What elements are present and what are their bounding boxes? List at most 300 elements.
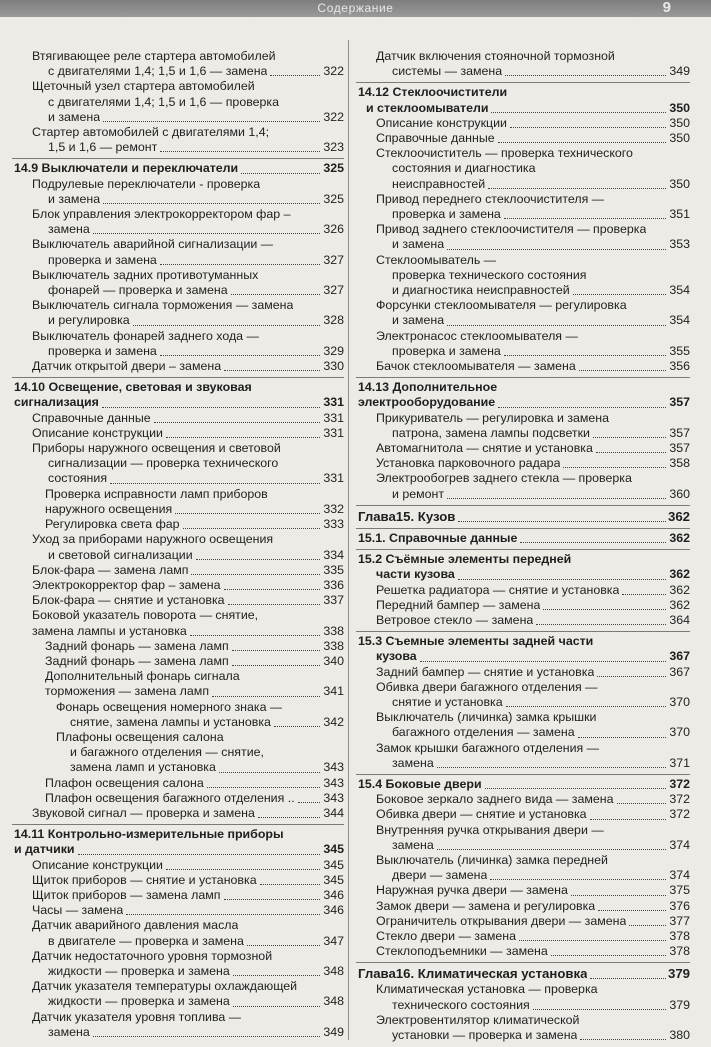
toc-entry[interactable]	[12, 791, 344, 806]
toc-page-number: 357	[669, 441, 690, 456]
toc-line	[356, 283, 690, 298]
toc-entry[interactable]	[356, 929, 690, 944]
toc-section[interactable]	[12, 161, 344, 176]
toc-entry[interactable]	[356, 914, 690, 929]
dot-leader	[573, 294, 666, 295]
toc-line-text: Внутренняя ручка открывания двери —	[376, 822, 604, 837]
toc-line	[356, 192, 690, 207]
toc-line-text: Электрокорректор фар – замена	[32, 577, 221, 592]
dot-leader	[629, 925, 666, 926]
toc-line-text: Электровентилятор климатической	[376, 1012, 580, 1027]
toc-line	[356, 1013, 690, 1028]
toc-section[interactable]	[12, 380, 344, 410]
toc-line-text: Датчик открытой двери – замена	[32, 359, 222, 374]
toc-entry[interactable]	[356, 741, 690, 771]
toc-section[interactable]	[12, 827, 344, 857]
toc-line	[356, 487, 690, 502]
toc-line-text: Форсунки стеклоомывателя — регулировка	[376, 298, 627, 313]
toc-entry[interactable]	[356, 680, 690, 710]
dot-leader	[196, 559, 320, 560]
toc-page-number: 340	[323, 653, 344, 668]
toc-line	[356, 695, 690, 710]
toc-page-number: 347	[323, 933, 344, 948]
dot-leader	[578, 737, 666, 738]
toc-entry[interactable]	[12, 487, 344, 517]
dot-leader	[241, 173, 320, 174]
toc-line-text: и стеклоомыватели	[366, 100, 489, 115]
toc-line-text: Наружная ручка двери — замена	[376, 883, 568, 898]
toc-line-text: фонарей — проверка и замена	[48, 283, 228, 298]
toc-line-text: и замена	[48, 191, 101, 206]
toc-entry[interactable]	[12, 411, 344, 426]
toc-line-text: Боковой указатель поворота — снятие,	[32, 608, 259, 623]
toc-chapter[interactable]	[356, 508, 690, 525]
toc-line-text: Приборы наружного освещения и световой	[32, 441, 281, 456]
dot-leader	[233, 1006, 320, 1007]
toc-line-text: 14.13 Дополнительное	[358, 380, 498, 395]
toc-page-number: 349	[323, 1024, 344, 1039]
dot-leader	[228, 604, 320, 605]
dot-leader	[596, 452, 666, 453]
toc-entry[interactable]	[12, 888, 344, 903]
toc-line	[12, 964, 344, 979]
toc-line-text: Щеточный узел стартера автомобилей	[32, 79, 255, 94]
toc-chapter[interactable]	[356, 965, 690, 982]
toc-entry[interactable]	[12, 669, 344, 699]
toc-line-text: Датчик включения стояночной тормозной	[376, 49, 615, 63]
toc-line-text: и замена	[48, 109, 101, 124]
toc-entry[interactable]	[12, 806, 344, 821]
toc-page-number: 333	[323, 517, 344, 532]
toc-line-text: Втягивающее реле стартера автомобилей	[32, 49, 276, 63]
dot-leader	[219, 772, 320, 773]
toc-page-number: 362	[669, 582, 690, 597]
toc-line	[356, 64, 690, 79]
toc-line	[12, 161, 344, 176]
toc-section[interactable]	[356, 552, 690, 582]
toc-line	[12, 1025, 344, 1040]
left-toc-column	[12, 49, 344, 1040]
toc-line	[356, 222, 690, 237]
toc-entry[interactable]	[12, 700, 344, 730]
toc-line	[12, 64, 344, 79]
toc-line-text: Глава16. Климатическая установка	[358, 966, 588, 982]
toc-entry[interactable]	[356, 222, 690, 252]
toc-line	[356, 49, 690, 64]
toc-line-text: 14.9 Выключатели и переключатели	[14, 161, 239, 176]
toc-line-text: Стеклоподъемники — замена	[376, 944, 548, 959]
toc-entry[interactable]	[356, 329, 690, 359]
toc-line	[12, 441, 344, 456]
toc-page-number: 331	[323, 471, 344, 486]
toc-entry[interactable]	[12, 949, 344, 979]
toc-line	[356, 380, 690, 395]
dot-leader	[580, 1039, 666, 1040]
toc-page-number: 329	[323, 343, 344, 358]
toc-page-number: 357	[669, 425, 690, 440]
toc-line	[12, 715, 344, 730]
toc-line	[12, 329, 344, 344]
toc-line-text: Электрообогрев заднего стекла — проверка	[376, 471, 632, 486]
dot-leader	[488, 188, 666, 189]
toc-line	[12, 639, 344, 654]
toc-entry[interactable]	[12, 608, 344, 638]
dot-leader	[622, 594, 666, 595]
toc-page-number: 360	[669, 486, 690, 501]
dot-leader	[506, 706, 666, 707]
toc-line	[12, 471, 344, 486]
toc-line-text: Передний бампер — замена	[376, 597, 541, 612]
toc-line	[356, 395, 690, 410]
toc-line-text: кузова	[376, 649, 417, 664]
toc-page-number: 341	[323, 684, 344, 699]
toc-entry[interactable]	[356, 944, 690, 959]
dot-leader	[93, 1036, 320, 1037]
toc-line	[356, 823, 690, 838]
dot-leader	[260, 884, 320, 885]
toc-line-text: с двигателями 1,4; 1,5 и 1,6 — проверка	[48, 94, 280, 109]
toc-entry[interactable]	[12, 125, 344, 155]
toc-line	[12, 745, 344, 760]
toc-line-text: Электронасос стеклоомывателя —	[376, 328, 578, 343]
toc-line-text: Задний бампер — снятие и установка	[376, 664, 595, 679]
toc-page-number: 374	[669, 868, 690, 883]
toc-page-number: 346	[323, 887, 344, 902]
toc-entry[interactable]	[356, 982, 690, 1012]
toc-page-number: 357	[669, 395, 690, 410]
toc-entry[interactable]	[12, 207, 344, 237]
toc-entry[interactable]	[356, 583, 690, 598]
toc-entry[interactable]	[356, 665, 690, 680]
toc-line-text: Щиток приборов — замена ламп	[32, 887, 221, 902]
toc-entry[interactable]	[356, 411, 690, 441]
toc-line-text: Датчик указателя уровня топлива —	[32, 1009, 242, 1024]
toc-entry[interactable]	[12, 873, 344, 888]
toc-line	[356, 868, 690, 883]
toc-line-text: 15.1. Справочные данные	[358, 530, 518, 545]
toc-line	[12, 426, 344, 441]
toc-line	[356, 329, 690, 344]
toc-entry[interactable]	[356, 613, 690, 628]
toc-line	[356, 456, 690, 471]
toc-line-text: Выключатель задних противотуманных	[32, 267, 259, 282]
toc-line-text: Обивка двери — снятие и установка	[376, 807, 587, 822]
toc-entry[interactable]	[356, 899, 690, 914]
toc-line-text: Датчик недостаточного уровня тормозной	[32, 948, 273, 963]
toc-page-number: 374	[669, 837, 690, 852]
toc-entry[interactable]	[12, 441, 344, 487]
toc-entry[interactable]	[12, 578, 344, 593]
toc-line	[356, 649, 690, 664]
toc-line	[12, 669, 344, 684]
toc-line	[12, 918, 344, 933]
toc-entry[interactable]	[12, 776, 344, 791]
dot-leader	[274, 726, 320, 727]
toc-entry[interactable]	[12, 654, 344, 669]
toc-entry[interactable]	[356, 456, 690, 471]
section-divider	[356, 631, 690, 632]
toc-line	[356, 359, 690, 374]
toc-line	[12, 888, 344, 903]
dot-leader	[447, 498, 666, 499]
toc-line-text: Прикуриватель — регулировка и замена	[376, 410, 610, 425]
toc-line	[12, 842, 344, 857]
toc-page-number: 343	[323, 790, 344, 805]
toc-line-text: проверка технического состояния	[392, 267, 587, 282]
toc-line	[12, 700, 344, 715]
dot-leader	[458, 521, 666, 522]
toc-line	[12, 95, 344, 110]
toc-page-number: 380	[669, 1027, 690, 1042]
toc-page-number: 322	[323, 109, 344, 124]
toc-page-number: 334	[323, 547, 344, 562]
toc-page-number: 356	[669, 359, 690, 374]
toc-line	[12, 110, 344, 125]
toc-line-text: Плафоны освещения салона	[56, 729, 224, 744]
toc-line	[356, 177, 690, 192]
toc-line	[356, 807, 690, 822]
toc-page-number: 325	[323, 161, 344, 176]
toc-line-text: наружного освещения	[45, 501, 173, 516]
toc-line	[12, 380, 344, 395]
toc-page-number: 343	[323, 775, 344, 790]
dot-leader	[133, 325, 320, 326]
toc-line-text: Часы — замена	[32, 903, 124, 918]
toc-entry[interactable]	[12, 298, 344, 328]
toc-line	[356, 426, 690, 441]
dot-leader	[93, 233, 320, 234]
toc-line-text: системы — замена	[392, 64, 503, 79]
toc-line-text: Справочные данные	[32, 410, 151, 425]
toc-page-number: 343	[323, 760, 344, 775]
toc-page-number: 379	[669, 997, 690, 1012]
toc-line	[12, 532, 344, 547]
toc-line	[356, 411, 690, 426]
toc-line-text: неисправностей	[392, 176, 486, 191]
toc-line	[12, 791, 344, 806]
toc-line-text: Автомагнитола — снятие и установка	[376, 441, 593, 456]
toc-line-text: Обивка двери багажного отделения —	[376, 679, 598, 694]
toc-line	[12, 49, 344, 64]
toc-line	[12, 578, 344, 593]
toc-entry[interactable]	[356, 298, 690, 328]
toc-entry[interactable]	[356, 1013, 690, 1043]
toc-line	[356, 85, 690, 100]
toc-entry[interactable]	[356, 441, 690, 456]
toc-line-text: проверка и замена	[392, 343, 501, 358]
toc-section[interactable]	[356, 531, 690, 546]
toc-entry[interactable]	[356, 853, 690, 883]
dot-leader	[102, 407, 320, 408]
toc-entry[interactable]	[12, 359, 344, 374]
toc-entry[interactable]	[356, 807, 690, 822]
toc-line	[356, 1028, 690, 1043]
toc-entry[interactable]	[12, 237, 344, 267]
toc-page-number: 342	[323, 714, 344, 729]
toc-entry[interactable]	[12, 563, 344, 578]
toc-entry[interactable]	[12, 329, 344, 359]
toc-line-text: Подрулевые переключатели - проверка	[32, 176, 261, 191]
toc-page-number: 376	[669, 898, 690, 913]
toc-entry[interactable]	[12, 1010, 344, 1040]
toc-section[interactable]	[356, 85, 690, 115]
dot-leader	[175, 513, 320, 514]
toc-entry[interactable]	[12, 858, 344, 873]
toc-line-text: 14.12 Стеклоочистители	[358, 85, 508, 100]
toc-line-text: Стеклоочиститель — проверка технического	[376, 146, 633, 161]
toc-entry[interactable]	[12, 593, 344, 608]
toc-line-text: замена	[392, 755, 434, 770]
toc-line-text: технического состояния	[392, 997, 530, 1012]
toc-page-number: 337	[323, 593, 344, 608]
toc-line	[356, 929, 690, 944]
toc-line-text: 14.11 Контрольно-измерительные приборы	[14, 827, 284, 842]
toc-line	[12, 858, 344, 873]
toc-line-text: Боковое зеркало заднего вида — замена	[376, 792, 614, 807]
toc-entry[interactable]	[12, 918, 344, 948]
toc-line	[356, 298, 690, 313]
toc-entry[interactable]	[356, 146, 690, 192]
toc-section[interactable]	[356, 380, 690, 410]
toc-entry[interactable]	[356, 359, 690, 374]
toc-entry[interactable]	[356, 710, 690, 740]
toc-line	[356, 508, 690, 525]
toc-line	[356, 741, 690, 756]
toc-line	[356, 665, 690, 680]
toc-line-text: двери — замена	[392, 868, 488, 883]
toc-line-text: проверка и замена	[392, 207, 501, 222]
toc-entry[interactable]	[356, 253, 690, 299]
toc-line-text: багажного отделения — замена	[392, 725, 575, 740]
toc-line-text: снятие и установка	[392, 694, 503, 709]
toc-line-text: и багажного отделения — снятие,	[70, 745, 264, 760]
toc-line-text: установки — проверка и замена	[392, 1027, 578, 1042]
toc-line-text: замена	[48, 1024, 90, 1039]
toc-line-text: проверка и замена	[48, 252, 157, 267]
dot-leader	[593, 437, 666, 438]
toc-line	[12, 979, 344, 994]
section-divider	[356, 962, 690, 963]
toc-line-text: Замок крышки багажного отделения —	[376, 740, 600, 755]
dot-leader	[103, 121, 320, 122]
toc-entry[interactable]	[356, 192, 690, 222]
toc-line-text: и регулировка	[48, 313, 130, 328]
toc-line-text: Датчик указателя температуры охлаждающей	[32, 979, 298, 994]
dot-leader	[485, 788, 666, 789]
dot-leader	[491, 112, 666, 113]
toc-section[interactable]	[356, 777, 690, 792]
toc-entry[interactable]	[12, 79, 344, 125]
toc-line	[12, 903, 344, 918]
toc-entry[interactable]	[12, 730, 344, 776]
toc-page-number: 367	[669, 649, 690, 664]
toc-line-text: жидкости — проверка и замена	[48, 963, 230, 978]
toc-entry[interactable]	[12, 979, 344, 1009]
toc-line	[356, 344, 690, 359]
toc-page-number: 378	[669, 928, 690, 943]
toc-page-number: 351	[669, 207, 690, 222]
toc-line-text: Решетка радиатора — снятие и установка	[376, 582, 620, 597]
toc-entry[interactable]	[356, 471, 690, 501]
toc-line	[356, 207, 690, 222]
toc-entry[interactable]	[12, 268, 344, 298]
toc-line	[356, 598, 690, 613]
toc-entry[interactable]	[356, 598, 690, 613]
toc-line	[356, 268, 690, 283]
toc-entry[interactable]	[12, 903, 344, 918]
toc-line	[356, 792, 690, 807]
toc-entry[interactable]	[12, 517, 344, 532]
section-divider	[356, 377, 690, 378]
toc-entry[interactable]	[12, 426, 344, 441]
toc-line	[12, 298, 344, 313]
toc-page-number: 323	[323, 140, 344, 155]
toc-page-number: 362	[669, 530, 690, 545]
toc-entry[interactable]	[356, 116, 690, 131]
dot-leader	[126, 914, 320, 915]
toc-entry[interactable]	[356, 49, 690, 79]
toc-line	[12, 827, 344, 842]
toc-page-number: 354	[669, 313, 690, 328]
dot-leader	[536, 624, 666, 625]
toc-entry[interactable]	[12, 532, 344, 562]
toc-line-text: Справочные данные	[376, 131, 495, 146]
toc-page-number: 353	[669, 237, 690, 252]
dot-leader	[183, 528, 320, 529]
header-page-number: 9	[662, 0, 671, 16]
toc-page-number: 326	[323, 222, 344, 237]
toc-line	[356, 853, 690, 868]
toc-entry[interactable]	[12, 177, 344, 207]
toc-page-number: 350	[669, 131, 690, 146]
dot-leader	[224, 370, 320, 371]
toc-page-number: 344	[323, 805, 344, 820]
toc-line	[12, 253, 344, 268]
dot-leader	[498, 407, 666, 408]
toc-entry[interactable]	[356, 823, 690, 853]
toc-page-number: 370	[669, 694, 690, 709]
toc-page-number: 328	[323, 313, 344, 328]
header-title: Содержание	[317, 1, 394, 15]
toc-entry[interactable]	[356, 131, 690, 146]
toc-entry[interactable]	[356, 883, 690, 898]
toc-line	[356, 982, 690, 997]
toc-page-number: 378	[669, 944, 690, 959]
toc-line-text: состояния	[48, 471, 108, 486]
right-toc-column	[356, 49, 690, 1043]
dot-leader	[510, 127, 666, 128]
toc-line-text: Стекло двери — замена	[376, 928, 517, 943]
toc-line	[12, 776, 344, 791]
toc-entry[interactable]	[12, 639, 344, 654]
dot-leader	[437, 767, 666, 768]
toc-line	[12, 730, 344, 745]
dot-leader	[78, 854, 320, 855]
dot-leader	[598, 910, 666, 911]
toc-line	[356, 237, 690, 252]
toc-entry[interactable]	[356, 792, 690, 807]
toc-section[interactable]	[356, 634, 690, 664]
toc-line-text: Ограничитель открывания двери — замена	[376, 913, 627, 928]
toc-line-text: Задний фонарь — замена ламп	[45, 653, 229, 668]
toc-page-number: 338	[323, 638, 344, 653]
toc-page-number: 327	[323, 252, 344, 267]
toc-entry[interactable]	[12, 49, 344, 79]
toc-line-text: 15.2 Съёмные элементы передней	[358, 552, 572, 567]
dot-leader	[458, 579, 666, 580]
toc-line	[356, 944, 690, 959]
toc-page-number: 346	[323, 903, 344, 918]
